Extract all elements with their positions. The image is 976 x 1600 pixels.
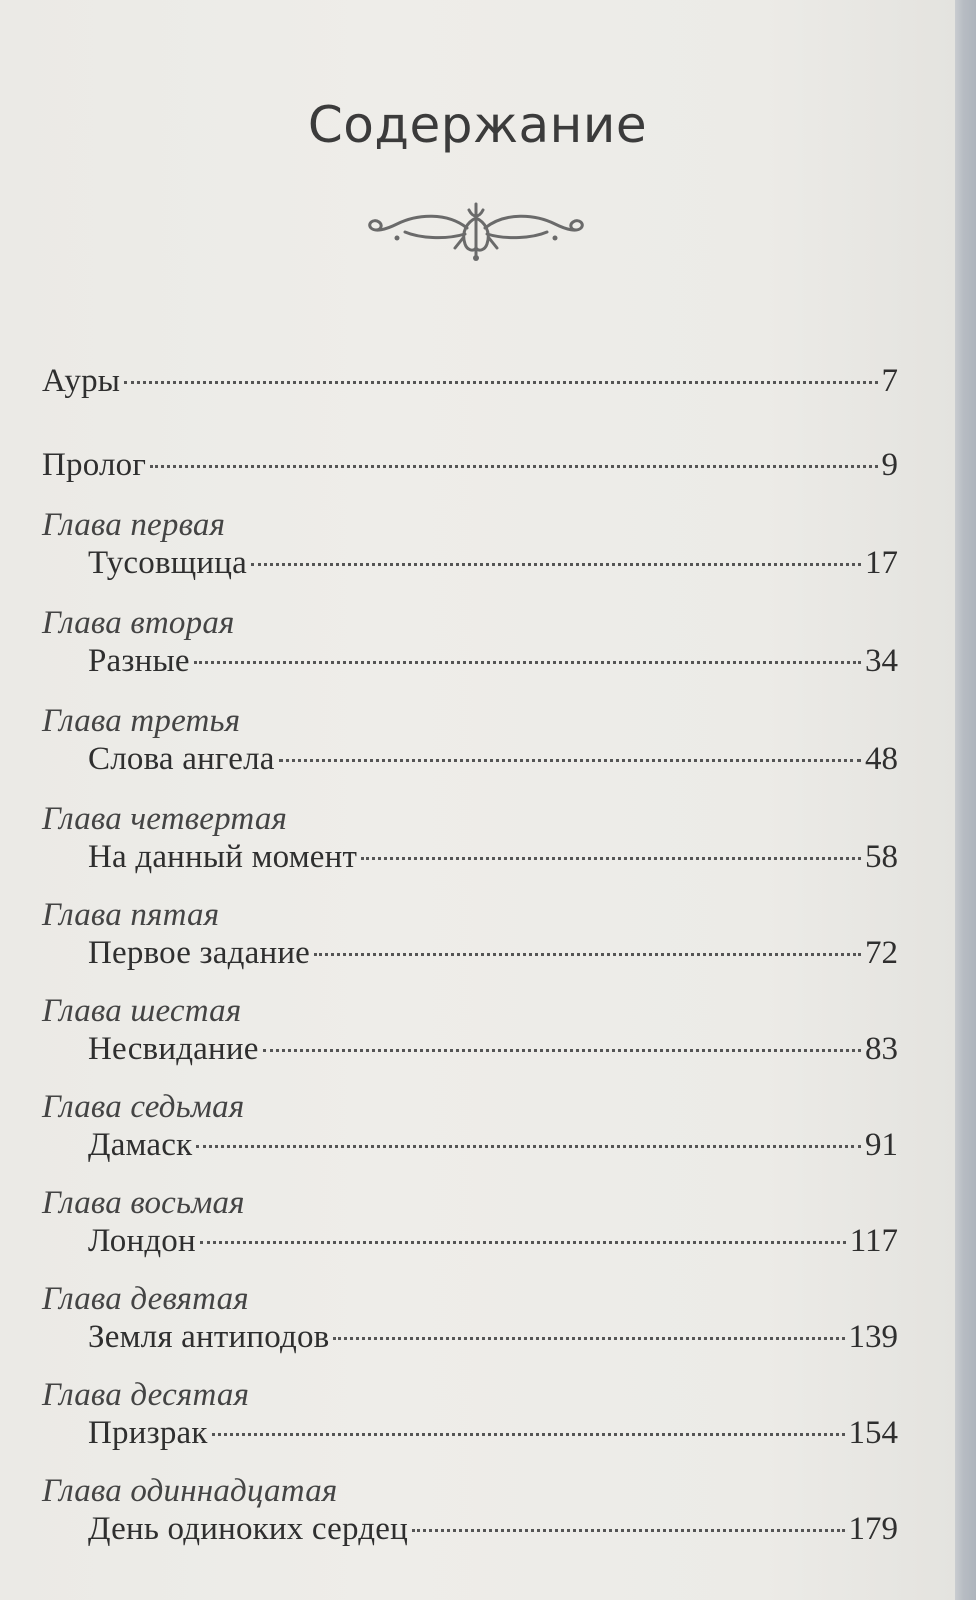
toc-entry-page: 72: [865, 935, 898, 971]
toc-entry-chapter-4[interactable]: [42, 800, 898, 876]
toc-entry-chapter-3[interactable]: [42, 702, 898, 778]
toc-entry-title: На данный момент: [88, 839, 358, 875]
toc-entry-title: Ауры: [42, 363, 121, 399]
toc-entry-chapter-1[interactable]: [42, 506, 898, 582]
toc-entry-page: 48: [865, 741, 898, 777]
toc-entry-auras[interactable]: [42, 362, 898, 400]
toc-entry-prologue[interactable]: [42, 446, 898, 484]
toc-entry-title: Призрак: [88, 1415, 208, 1451]
chapter-label: Глава седьмая: [42, 1089, 245, 1125]
toc-entry-page: 154: [848, 1415, 898, 1451]
toc-entry-chapter-6[interactable]: [42, 992, 898, 1068]
toc-entry-page: 91: [865, 1127, 898, 1163]
toc-entry-title: Разные: [88, 643, 190, 679]
dot-leader: [263, 1049, 861, 1052]
chapter-label: Глава восьмая: [42, 1185, 245, 1221]
chapter-label: Глава десятая: [42, 1377, 250, 1413]
flourish-ornament-icon: [367, 198, 585, 262]
toc-entry-chapter-5[interactable]: [42, 896, 898, 972]
chapter-label: Глава шестая: [42, 993, 242, 1029]
dot-leader: [212, 1433, 845, 1436]
toc-entry-title: Пролог: [42, 447, 147, 483]
toc-entry-page: 139: [848, 1319, 898, 1355]
toc-entry-chapter-7[interactable]: [42, 1088, 898, 1164]
toc-entry-chapter-8[interactable]: [42, 1184, 898, 1260]
chapter-label: Глава девятая: [42, 1281, 249, 1317]
toc-entry-page: 179: [848, 1511, 898, 1547]
toc-entry-chapter-2[interactable]: [42, 604, 898, 680]
dot-leader: [361, 857, 861, 860]
toc-entry-chapter-9[interactable]: [42, 1280, 898, 1356]
toc-entry-title: Несвидание: [88, 1031, 259, 1067]
dot-leader: [251, 563, 861, 566]
toc-entry-page: 34: [865, 643, 898, 679]
chapter-label: Глава вторая: [42, 605, 235, 641]
toc-entry-page: 9: [881, 447, 898, 483]
toc-entry-title: Земля антиподов: [88, 1319, 330, 1355]
page-title: Содержание: [307, 96, 648, 154]
toc-entry-chapter-10[interactable]: [42, 1376, 898, 1452]
dot-leader: [196, 1145, 861, 1148]
toc-entry-title: Первое задание: [88, 935, 311, 971]
toc-entry-chapter-11[interactable]: [42, 1472, 898, 1548]
toc-entry-title: Слова ангела: [88, 741, 275, 777]
chapter-label: Глава пятая: [42, 897, 220, 933]
dot-leader: [333, 1337, 844, 1340]
toc-entry-page: 117: [849, 1223, 898, 1259]
chapter-label: Глава одиннадцатая: [42, 1473, 338, 1509]
dot-leader: [150, 465, 877, 468]
toc-entry-page: 83: [865, 1031, 898, 1067]
page-edge: [955, 0, 976, 1600]
dot-leader: [200, 1241, 846, 1244]
dot-leader: [279, 759, 861, 762]
dot-leader: [412, 1529, 845, 1532]
toc-entry-title: Тусовщица: [88, 545, 247, 581]
chapter-label: Глава четвертая: [42, 801, 288, 837]
toc-entry-title: День одиноких сердец: [88, 1511, 408, 1547]
dot-leader: [194, 661, 861, 664]
dot-leader: [124, 381, 877, 384]
toc-entry-title: Дамаск: [88, 1127, 193, 1163]
toc-entry-page: 17: [865, 545, 898, 581]
toc-entry-title: Лондон: [88, 1223, 196, 1259]
dot-leader: [314, 953, 861, 956]
toc-entry-page: 7: [881, 363, 898, 399]
chapter-label: Глава первая: [42, 507, 226, 543]
chapter-label: Глава третья: [42, 703, 241, 739]
toc-entry-page: 58: [865, 839, 898, 875]
